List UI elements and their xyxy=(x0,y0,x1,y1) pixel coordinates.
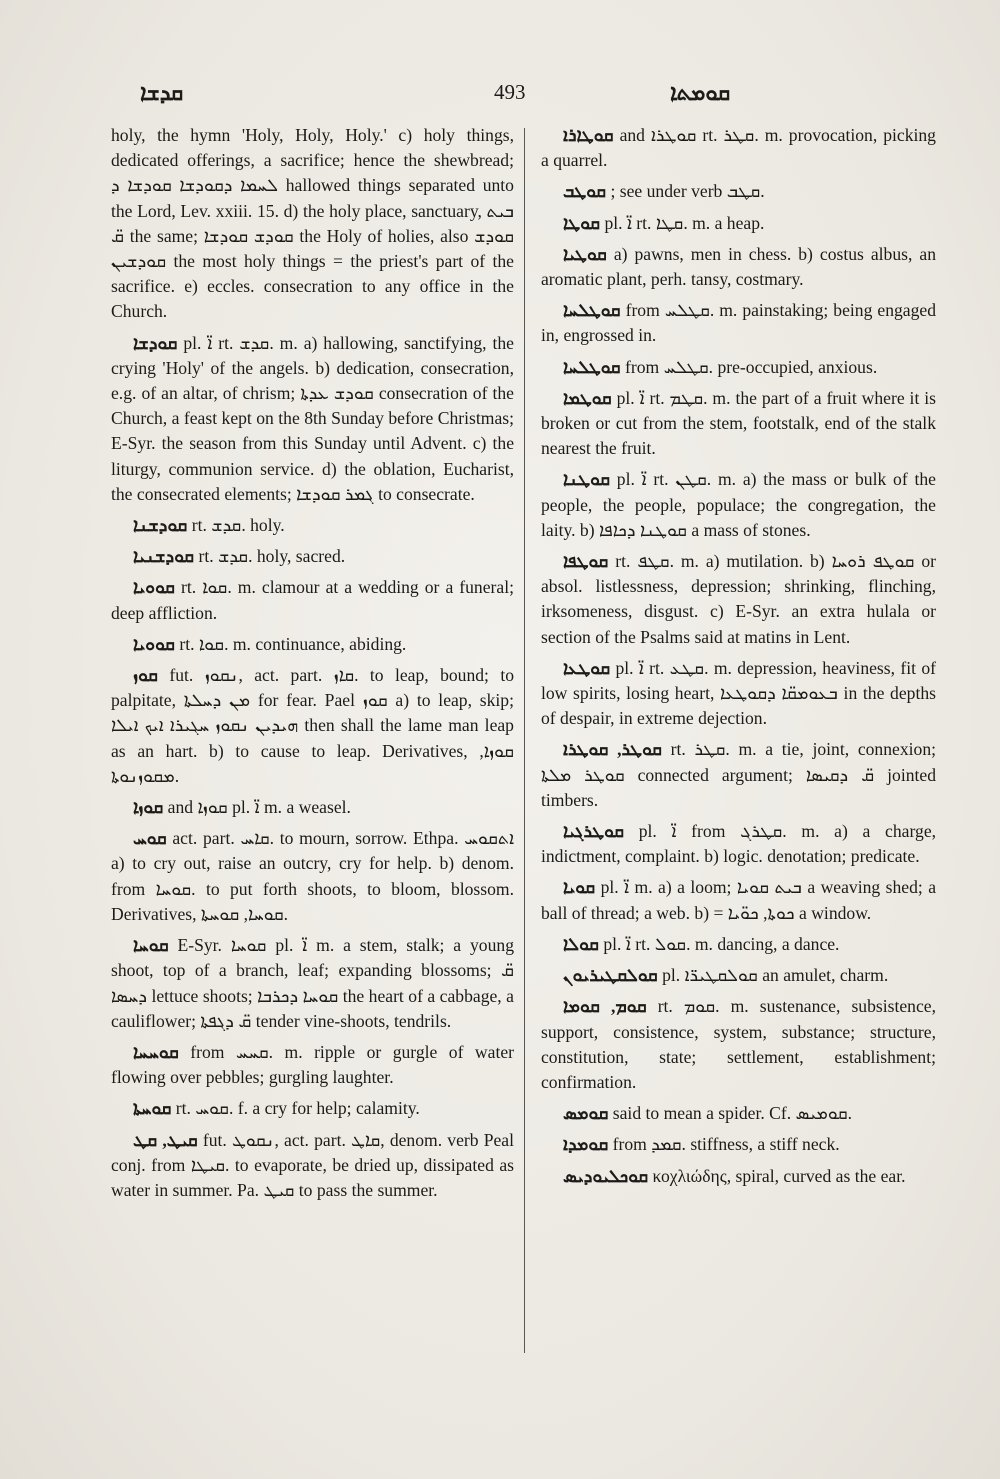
entry-headword: ܩܘܕܫܢܝܐ xyxy=(133,546,195,567)
dictionary-entry xyxy=(111,795,514,820)
dictionary-entry xyxy=(111,544,514,569)
dictionary-entry xyxy=(541,1164,936,1189)
entry-headword: ܩܘܛܥܐ xyxy=(563,657,611,678)
left-column xyxy=(111,123,514,1209)
entry-definition: rt. ܩܘܚ. f. a cry for help; calamity. xyxy=(175,1098,420,1119)
entry-headword: ܩܘܡ, ܩܘܡܐ xyxy=(563,996,647,1017)
entry-definition: pl. ܐ̈ from ܩܛܪܓ. m. a) a charge, indictment, complaint. b) logic. denotation; predicate. xyxy=(541,821,937,867)
entry-definition: from ܩܛܠܚ. pre-occupied, anxious. xyxy=(625,356,878,377)
entry-definition: pl. ܐ̈ rt. ܩܛܡ. m. the part of a fruit where it is broken or cut from the stem, footstalk, end of the stalk nearest the fruit. xyxy=(541,387,936,459)
dictionary-entry xyxy=(541,875,936,925)
entry-headword: ܩܘܛܠܚܐ xyxy=(563,356,621,377)
running-header xyxy=(110,80,930,110)
header-right-headword: ܩܘܡܬܐ xyxy=(670,80,731,105)
entry-headword: ܩܘܡܕܐ xyxy=(563,1134,609,1155)
entry-headword: ܩܘܚܬܐ xyxy=(133,1098,172,1119)
entry-headword: ܩܘܝܐ xyxy=(563,877,596,898)
entry-definition: rt. ܩܕܫ. holy. xyxy=(191,515,285,536)
entry-definition: and ܩܘܛܪܐ rt. ܩܛܪ. m. provocation, picking a quarrel. xyxy=(541,125,936,171)
entry-headword: ܩܘܛܦܐ xyxy=(563,551,609,572)
dictionary-entry xyxy=(541,819,936,869)
entry-definition: pl. ܐ̈ rt. ܩܛܐ. m. a heap. xyxy=(604,212,765,233)
header-left-headword: ܩܕܫܐ xyxy=(140,80,184,105)
entry-definition: E-Syr. ܩܘܚܐ pl. ܐ̈ m. a stem, stalk; a young shoot, top of a branch, leaf; expanding blossoms; ܩ̈ ܕܚܣܐ lettuce shoots; ܩܘܚܐ ܕܟܪܒܐ the heart of a cabbage, a cauliflower; ܩ̈ ܕܓܦܬܐ tender vine-shoots, tendrils. xyxy=(111,935,514,1031)
entry-definition: pl. ܐ̈ rt. ܩܘܠ. m. dancing, a dance. xyxy=(603,933,840,954)
dictionary-entry xyxy=(541,549,936,650)
entry-headword: ܩܘܛܢܐ xyxy=(563,469,610,490)
entry-definition: pl. ܐ̈ rt. ܩܛܥ. m. depression, heaviness, fit of low spirits, losing heart, ܒܥܘܡܩ̈ܐ ܕܩܘܛܥܐ in the depths of despair, in extreme dejection. xyxy=(541,657,936,729)
dictionary-entry xyxy=(541,1132,936,1157)
dictionary-entry xyxy=(111,632,514,657)
entry-headword: ܩܘܚܐ xyxy=(133,935,169,956)
entry-headword: ܩܝܛ, ܩܛ xyxy=(133,1129,198,1150)
dictionary-entry xyxy=(541,737,936,813)
dictionary-entry xyxy=(111,1096,514,1121)
entry-definition: rt. ܩܘܐ. m. continuance, abiding. xyxy=(179,633,407,654)
dictionary-entry xyxy=(541,123,936,173)
right-column xyxy=(541,123,936,1195)
entry-definition: fut. ܢܩܘܙ, act. part. ܩܐܙ. to leap, bound; to palpitate, ܡܢ ܕܚܠܬܐ for fear. Pael ܩܘܙ a) to leap, skip; ܗܝܕܝܢ ܢܩܘܙ ܚܓܝܪܐ ܐܝܟ ܐܝܠܐ then shall the lame man leap as an hart. b) to cause to leap. Derivatives, ܩܘܙܐ, ܡܩܘܙܢܘܬܐ. xyxy=(111,665,515,786)
entry-headword: ܩܘܛܡܐ xyxy=(563,387,612,408)
entry-headword: ܩܘܚܚܐ xyxy=(133,1041,179,1062)
entry-headword: ܩܘܛܐܪܐ xyxy=(563,125,614,145)
dictionary-entry xyxy=(541,179,936,204)
dictionary-entry xyxy=(111,1040,514,1090)
dictionary-entry xyxy=(111,331,514,507)
entry-definition: and ܩܘܙܐ pl. ܐ̈ m. a weasel. xyxy=(167,797,351,818)
dictionary-entry xyxy=(111,123,514,325)
dictionary-entry xyxy=(541,211,936,236)
entry-headword: ܩܘܘܝܐ xyxy=(133,633,175,654)
entry-definition: a) pawns, men in chess. b) costus albus, an aromatic plant, perh. tansy, costmary. xyxy=(541,243,936,290)
column-divider xyxy=(524,128,525,1353)
entry-headword: ܩܘܛܠܚܐ xyxy=(563,300,621,321)
entry-definition: from ܩܛܠܚ. m. painstaking; being engaged in, engrossed in. xyxy=(541,300,937,346)
dictionary-entry xyxy=(541,932,936,957)
entry-definition: from ܩܡܕ. stiffness, a stiff neck. xyxy=(612,1134,840,1155)
entry-definition: rt. ܩܕܫ. holy, sacred. xyxy=(198,546,346,567)
dictionary-entry xyxy=(111,663,514,789)
entry-headword: ܩܘܙ xyxy=(133,665,158,686)
entry-definition: κοχλιώδης, spiral, curved as the ear. xyxy=(652,1165,906,1186)
entry-headword: ܩܘܕܫܐ xyxy=(133,332,178,353)
dictionary-entry xyxy=(111,513,514,538)
entry-definition: said to mean a spider. Cf. ܩܘܡܝܣ. xyxy=(612,1103,853,1124)
dictionary-entry xyxy=(541,994,936,1095)
entry-headword: ܩܘܠܐ xyxy=(563,933,599,954)
entry-headword: ܩܘܛܪ, ܩܘܛܪܐ xyxy=(563,739,662,760)
entry-headword: ܩܘܚ xyxy=(133,828,167,849)
dictionary-entry xyxy=(111,826,514,927)
entry-definition: pl. ܐ̈ m. a) a loom; ܒܝܬ ܩܘܝܐ a weaving shed; a ball of thread; a web. b) = ܟܘܬܐ, ܟܘ̈ܝܐ a window. xyxy=(541,877,937,923)
dictionary-entry xyxy=(111,575,514,625)
entry-headword: ܩܘܛܐ xyxy=(563,212,601,233)
dictionary-entry xyxy=(541,963,936,988)
entry-headword: ܩܘܕܫܢܐ xyxy=(133,515,188,536)
entry-definition: pl. ܐ̈ rt. ܩܛܢ. m. a) the mass or bulk of the people, the people, populace; the congregation, the laity. b) ܩܘܛܢܐ ܕܟܐܦܐ a mass of stones. xyxy=(541,469,936,540)
entry-definition: holy, the hymn 'Holy, Holy, Holy.' c) holy things, dedicated offerings, a sacrifice; hence the shewbread; ܠܚܡܐ ܕܩܘܕܫܐ ܩܘܕܫܐ ܕ hallowed things separated unto the Lord, Lev. xxiii. 15. d) the holy place, sanctuary, ܒܝܬ ܩ̈ the same; ܩܘܕܫ ܩܘܕܫܐ the Holy of holies, also ܩܘܕܫ ܩܘܕܫܝܢ the most holy things = the priest's part of the sacrifice. e) eccles. consecration to any office in the Church. xyxy=(111,125,515,322)
page-number: 493 xyxy=(494,80,526,104)
entry-headword: ܩܘܘܝܐ xyxy=(133,577,175,598)
entry-definition: rt. ܩܛܪ. m. a tie, joint, connexion; ܩܘܛܪ ܡܠܬܐ connected argument; ܩ̈ ܕܩܝܣܐ jointed timbers. xyxy=(541,739,937,810)
entry-definition: pl. ܩܘܠܩܛܝܪ̈ܐ an amulet, charm. xyxy=(662,965,889,986)
dictionary-entry xyxy=(111,933,514,1034)
dictionary-entry xyxy=(111,1128,514,1204)
entry-definition: ; see under verb ܩܛܒ. xyxy=(610,181,765,202)
entry-definition: rt. ܩܛܦ. m. a) mutilation. b) ܩܘܛܦ ܪܘܚܐ or absol. listlessness, depression; shrinking, flinching, irksomeness, disgust. c) E-Syr. an extra hulala or section of the Psalms said at matins in Lent. xyxy=(541,551,937,647)
dictionary-entry xyxy=(541,298,936,348)
dictionary-entry xyxy=(541,242,936,292)
dictionary-entry xyxy=(541,386,936,462)
entry-headword: ܩܘܙܐ xyxy=(133,797,164,818)
entry-headword: ܩܘܛܝܐ xyxy=(563,243,607,264)
entry-headword: ܩܘܡܣ xyxy=(563,1103,609,1124)
entry-headword: ܩܘܠܩܛܝܪܝܘܢ xyxy=(563,965,658,986)
entry-definition: pl. ܐ̈ rt. ܩܕܫ. m. a) hallowing, sanctifying, the crying 'Holy' of the angels. b) dedication, consecration, e.g. of an altar, of chrism; ܩܘܕܫ ܥܕܬܐ consecration of the Church, a feast kept on the 8th Sunday before Christmas; E-Syr. the season from this Sunday until Advent. c) the liturgy, communion service. d) the oblation, Eucharist, the consecrated elements; ܓܡܪ ܩܘܕܫܐ to consecrate. xyxy=(111,332,514,504)
entry-definition: from ܩܚܚ. m. ripple or gurgle of water flowing over pebbles; gurgling laughter. xyxy=(111,1041,515,1088)
entry-definition: rt. ܩܘܡ. m. sustenance, subsistence, support, consistence, system, substance; structure, constitution, state; settlement, establishment; confirmation. xyxy=(541,996,936,1092)
dictionary-entry xyxy=(541,467,936,543)
entry-headword: ܩܘܛܒ xyxy=(563,181,607,202)
dictionary-entry xyxy=(541,355,936,380)
dictionary-entry xyxy=(541,656,936,732)
entry-definition: rt. ܩܘܐ. m. clamour at a wedding or a funeral; deep affliction. xyxy=(111,577,514,623)
entry-definition: act. part. ܩܐܚ. to mourn, sorrow. Ethpa. ܐܬܩܘܚ a) to cry out, raise an outcry, cry for help. b) denom. from ܩܘܚܐ. to put forth shoots, to bloom, blossom. Derivatives, ܩܘܚܐ, ܩܘܚܬܐ. xyxy=(111,828,515,924)
entry-headword: ܩܘܟܠܝܘܕܝܣ xyxy=(563,1165,649,1186)
dictionary-entry xyxy=(541,1101,936,1126)
entry-headword: ܩܘܛܪܓܝܐ xyxy=(563,821,624,842)
entry-definition: fut. ܢܩܘܛ, act. part. ܩܐܛ, denom. verb Peal conj. from ܩܝܛܐ. to evaporate, be dried up, dissipated as water in summer. Pa. ܩܝܛ to pass the summer. xyxy=(111,1129,514,1200)
